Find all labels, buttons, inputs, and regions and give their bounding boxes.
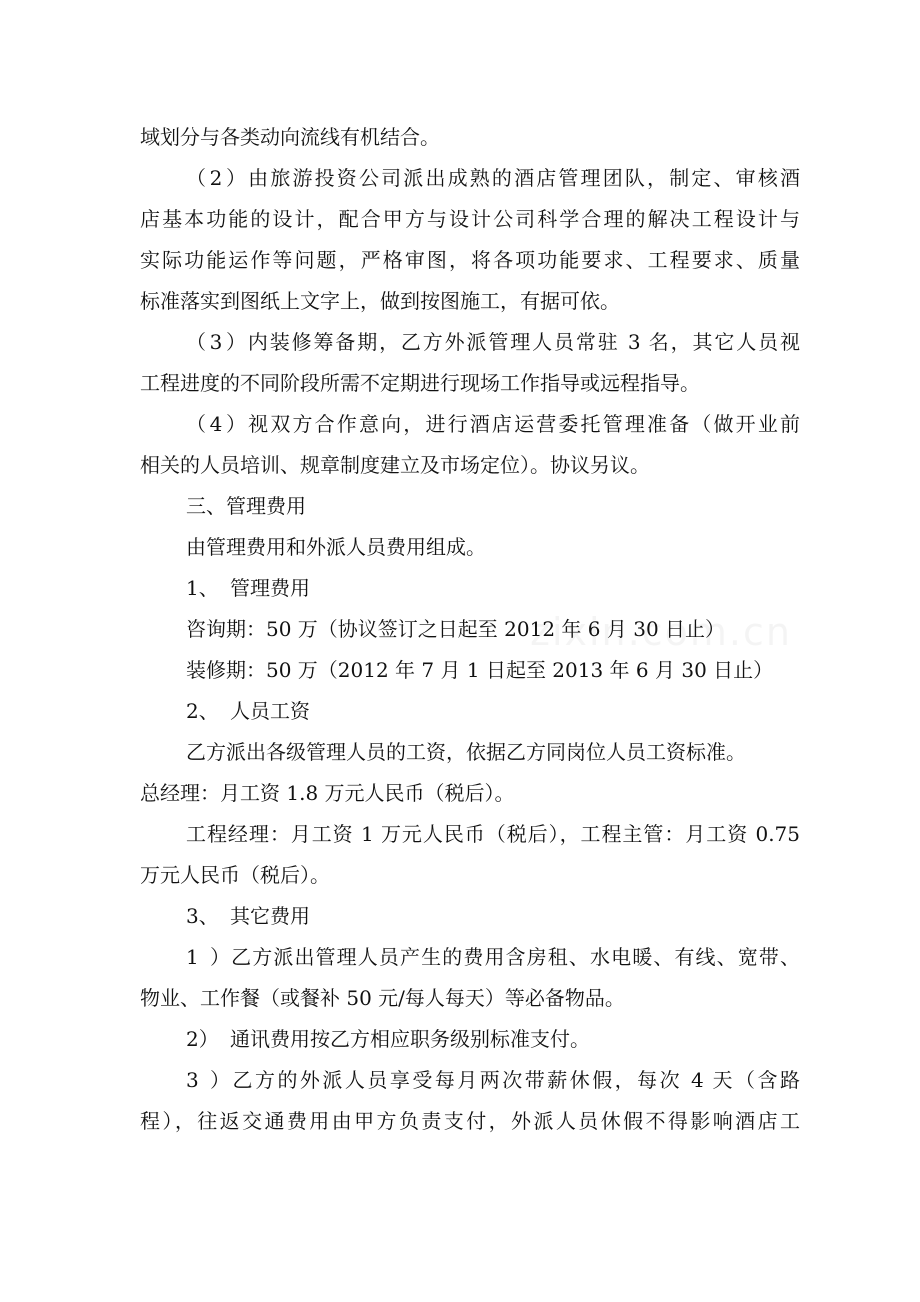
- paragraph-line: 万元人民币（税后）。: [140, 863, 330, 887]
- paragraph-line: 由管理费用和外派人员费用组成。: [186, 535, 486, 559]
- item-number: 1）: [186, 945, 230, 969]
- paragraph-text: 乙方派出管理人员产生的费用含房租、水电暖、有线、宽带、: [230, 945, 800, 969]
- item-number: （2）: [186, 166, 246, 190]
- item-number: 3）: [186, 1068, 230, 1092]
- heading-text: 管理费用: [230, 576, 310, 600]
- paragraph-text: 通讯费用按乙方相应职务级别标准支付。: [230, 1027, 590, 1051]
- paragraph-line: [140, 1060, 800, 1101]
- paragraph-line: [140, 404, 800, 445]
- paragraph-line: 咨询期：50 万（协议签订之日起至 2012 年 6 月 30 日止）: [186, 617, 726, 641]
- paragraph-line: 标准落实到图纸上文字上，做到按图施工，有据可依。: [140, 289, 620, 313]
- document-body: [140, 117, 800, 1142]
- item-number: （4）: [186, 412, 246, 436]
- paragraph-line: [140, 1019, 800, 1060]
- paragraph-line: 工程进度的不同阶段所需不定期进行现场工作指导或远程指导。: [140, 371, 700, 395]
- section-heading: 三、管理费用: [186, 494, 306, 518]
- paragraph-text: 由旅游投资公司派出成熟的酒店管理团队，制定、审核酒: [246, 166, 800, 190]
- paragraph-line: 域划分与各类动向流线有机结合。: [140, 125, 440, 149]
- item-number: 1、: [186, 576, 219, 600]
- paragraph-line: 店基本功能的设计，配合甲方与设计公司科学合理的解决工程设计与: [140, 207, 800, 231]
- heading-text: 人员工资: [230, 699, 310, 723]
- paragraph-text: 内装修筹备期，乙方外派管理人员常驻 3 名，其它人员视: [246, 330, 800, 354]
- subsection-heading: [140, 691, 800, 732]
- heading-text: 其它费用: [230, 904, 310, 928]
- subsection-heading: [140, 896, 800, 937]
- item-number: 2）: [186, 1027, 219, 1051]
- paragraph-line: 乙方派出各级管理人员的工资，依据乙方同岗位人员工资标准。: [186, 740, 746, 764]
- paragraph-text: 乙方的外派人员享受每月两次带薪休假，每次 4 天（含路: [230, 1068, 800, 1092]
- subsection-heading: [140, 568, 800, 609]
- paragraph-line: 相关的人员培训、规章制度建立及市场定位）。协议另议。: [140, 453, 650, 477]
- paragraph-line: 总经理：月工资 1.8 万元人民币（税后）。: [140, 781, 515, 805]
- paragraph-line: 实际功能运作等问题，严格审图，将各项功能要求、工程要求、质量: [140, 248, 800, 272]
- paragraph-line: [140, 937, 800, 978]
- paragraph-text: 视双方合作意向，进行酒店运营委托管理准备（做开业前: [246, 412, 800, 436]
- paragraph-line: [140, 158, 800, 199]
- paragraph-line: 程），往返交通费用由甲方负责支付，外派人员休假不得影响酒店工: [140, 1109, 800, 1133]
- item-number: 3、: [186, 904, 219, 928]
- item-number: （3）: [186, 330, 246, 354]
- paragraph-line: [140, 322, 800, 363]
- paragraph-line: 装修期：50 万（2012 年 7 月 1 日起至 2013 年 6 月 30 日止）: [186, 658, 774, 682]
- paragraph-line: 工程经理：月工资 1 万元人民币（税后），工程主管：月工资 0.75: [186, 822, 800, 846]
- item-number: 2、: [186, 699, 219, 723]
- paragraph-line: 物业、工作餐（或餐补 50 元/每人每天）等必备物品。: [140, 986, 625, 1010]
